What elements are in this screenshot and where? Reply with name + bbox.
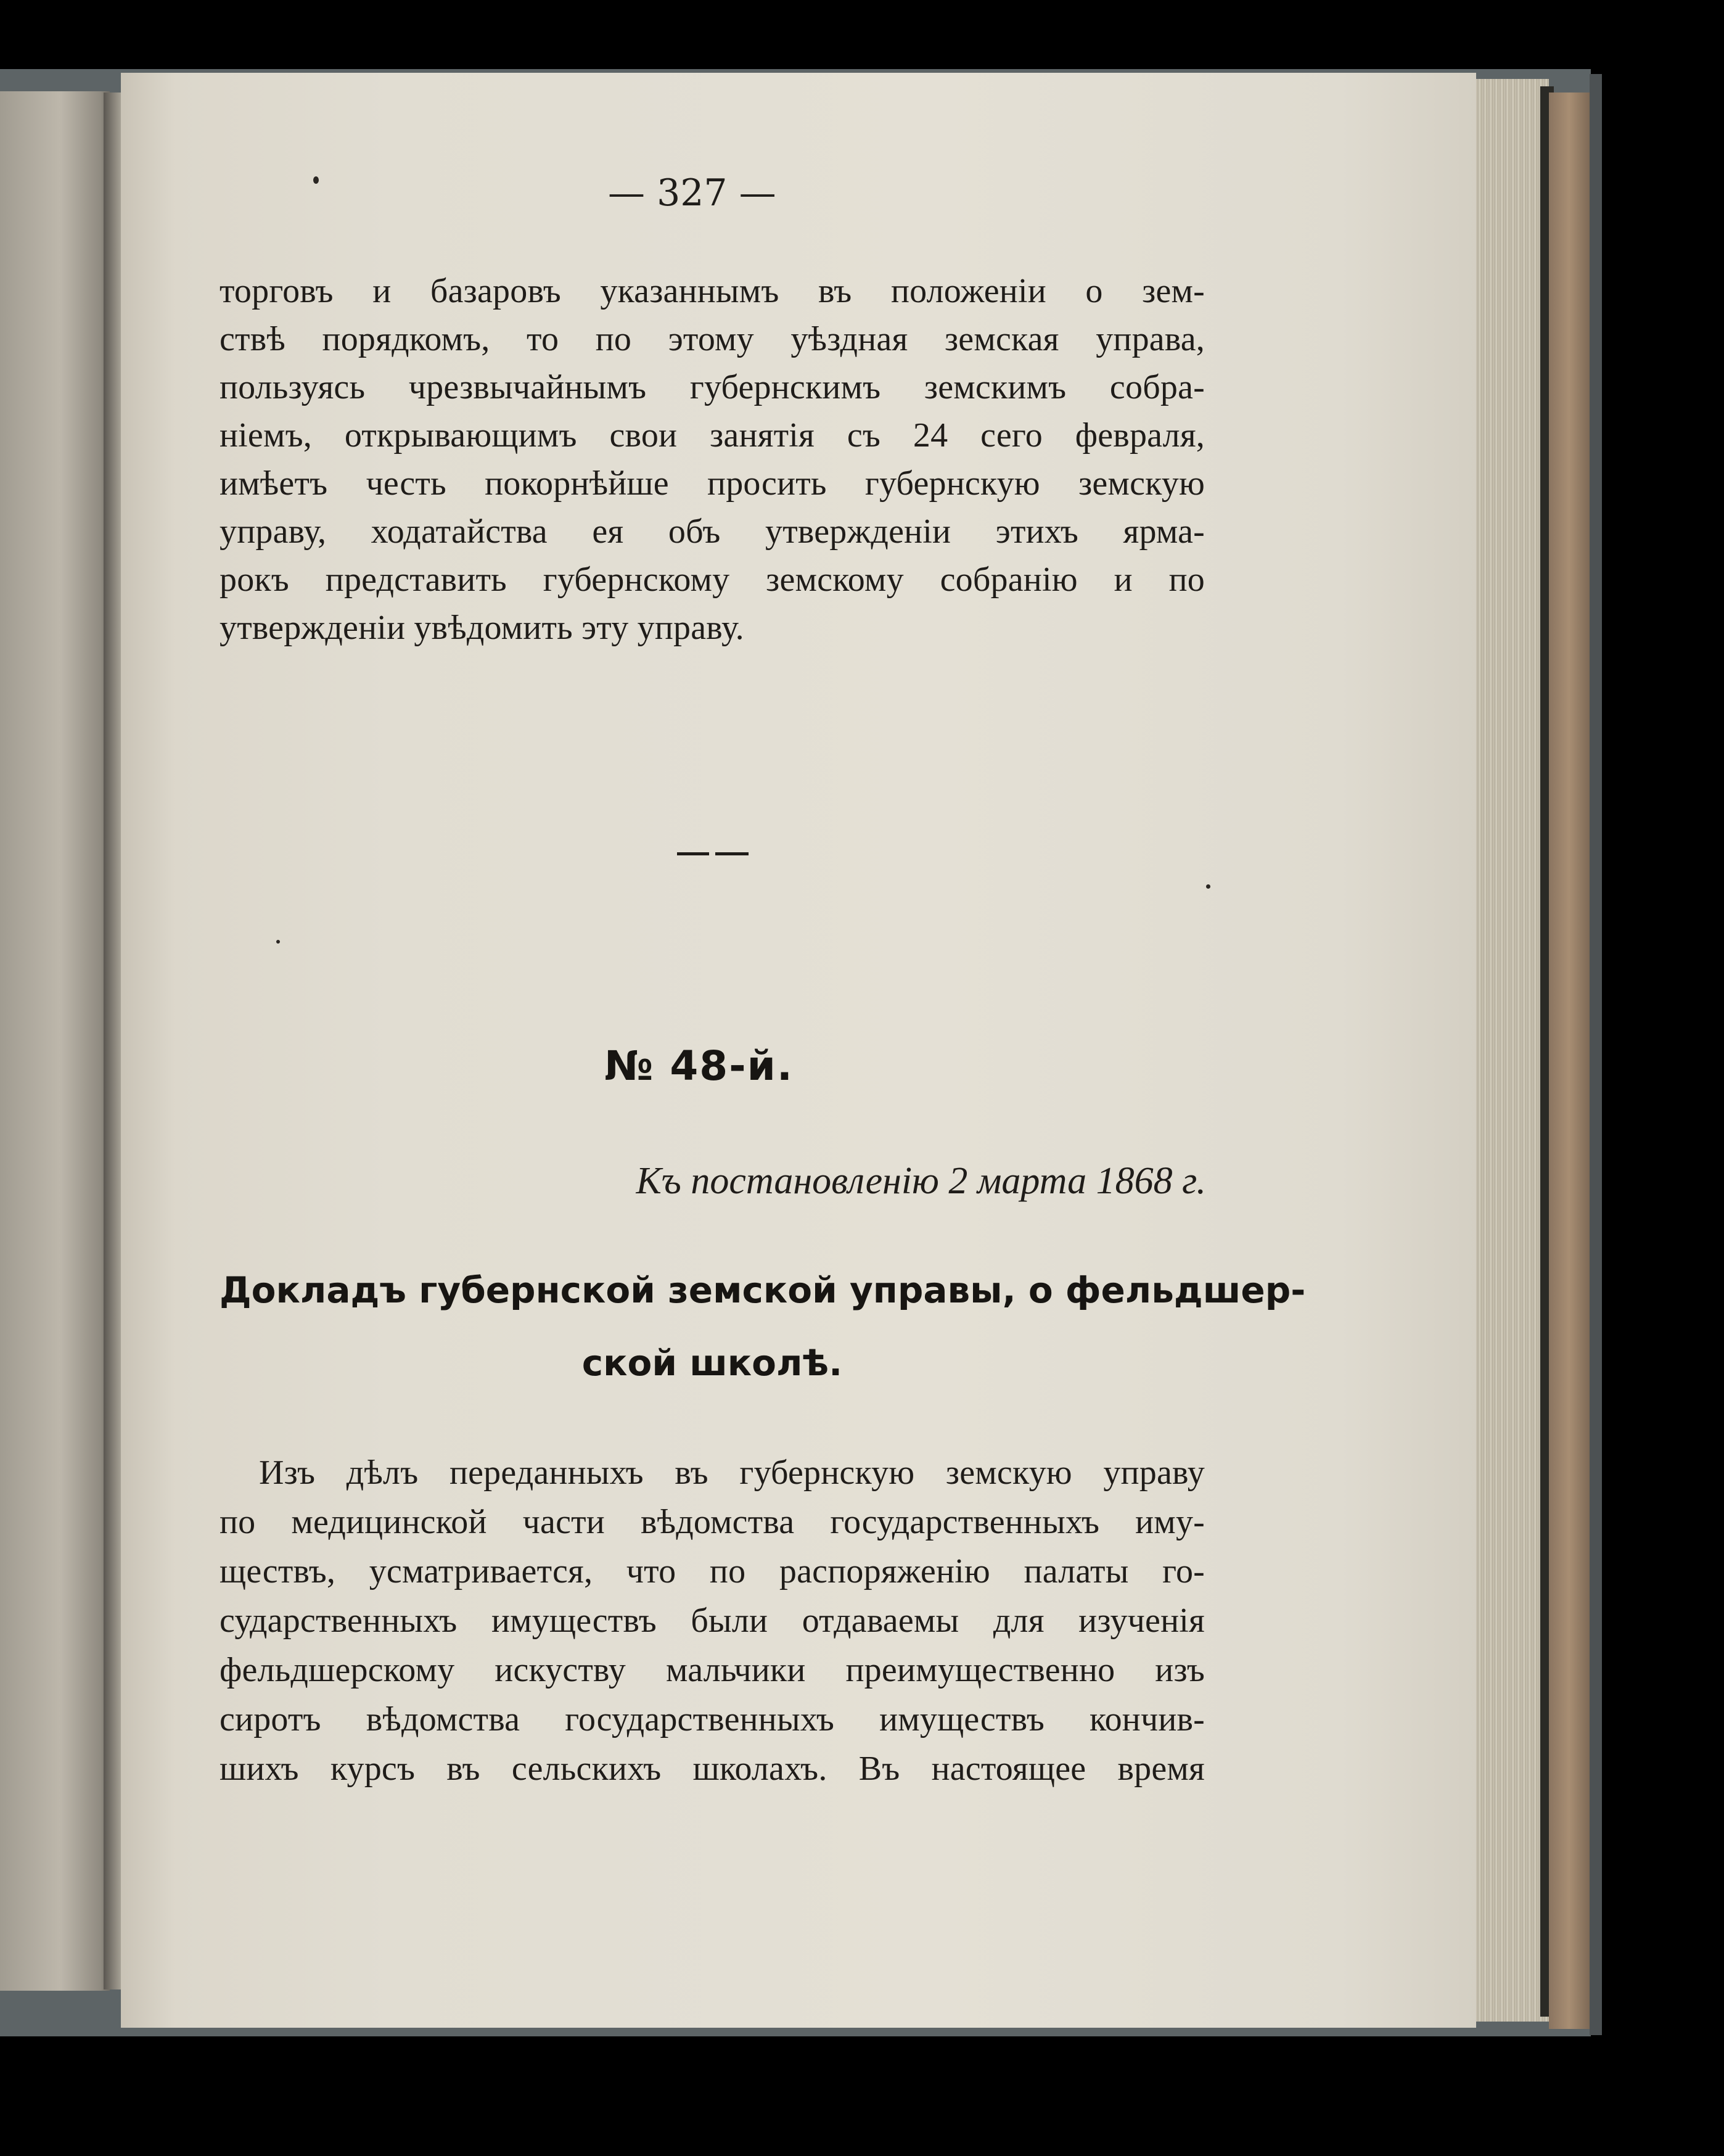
text-line: имѣетъ честь покорнѣйше просить губернскую земскую: [220, 464, 1205, 503]
text-line: фельдшерскому искуству мальчики преимущественно изъ: [220, 1651, 1205, 1689]
ink-speck: [276, 940, 280, 944]
ink-speck: [313, 176, 319, 184]
left-page-edge: [0, 91, 110, 1991]
text-line: ществъ, усматривается, что по распоряженiю палаты го-: [220, 1552, 1205, 1590]
text-line: рокъ представить губернскому земскому собранiю и по: [220, 561, 1205, 599]
report-title-line-2: ской школѣ.: [581, 1342, 843, 1384]
page-number: — 327 —: [608, 171, 776, 215]
report-title-line-1: Докладъ губернской земской управы, о фельдшер-: [220, 1269, 1306, 1311]
resolution-reference: Къ постановленiю 2 марта 1868 г.: [636, 1160, 1206, 1202]
text-line: Изъ дѣлъ переданныхъ въ губернскую земскую управу: [259, 1454, 1205, 1492]
text-line: пользуясь чрезвычайнымъ губернскимъ земскимъ собра-: [220, 368, 1205, 406]
text-line: нiемъ, открывающимъ свои занятiя съ 24 сего февраля,: [220, 416, 1205, 455]
ink-speck: [1206, 884, 1210, 889]
section-number: № 48-й.: [604, 1042, 794, 1090]
cover-board: [1549, 93, 1590, 2029]
text-line: по медицинской части вѣдомства государственныхъ иму-: [220, 1503, 1205, 1541]
text-line: торговъ и базаровъ указаннымъ въ положенiи о зем-: [220, 272, 1205, 310]
text-line: шихъ курсъ въ сельскихъ школахъ. Въ настоящее время: [220, 1750, 1205, 1788]
text-line: сударственныхъ имуществъ были отдаваемы для изученiя: [220, 1602, 1205, 1640]
text-line: сиротъ вѣдомства государственныхъ имуществъ кончив-: [220, 1700, 1205, 1738]
cover-board-edge: [1590, 74, 1602, 2035]
page-stack-edges: [1476, 79, 1549, 2022]
text-line: ствѣ порядкомъ, то по этому уѣздная земская управа,: [220, 320, 1205, 358]
text-line: утвержденiи увѣдомить эту управу.: [220, 609, 744, 647]
text-line: управу, ходатайства ея объ утвержденiи этихъ ярма-: [220, 512, 1205, 551]
section-separator: [677, 852, 751, 856]
